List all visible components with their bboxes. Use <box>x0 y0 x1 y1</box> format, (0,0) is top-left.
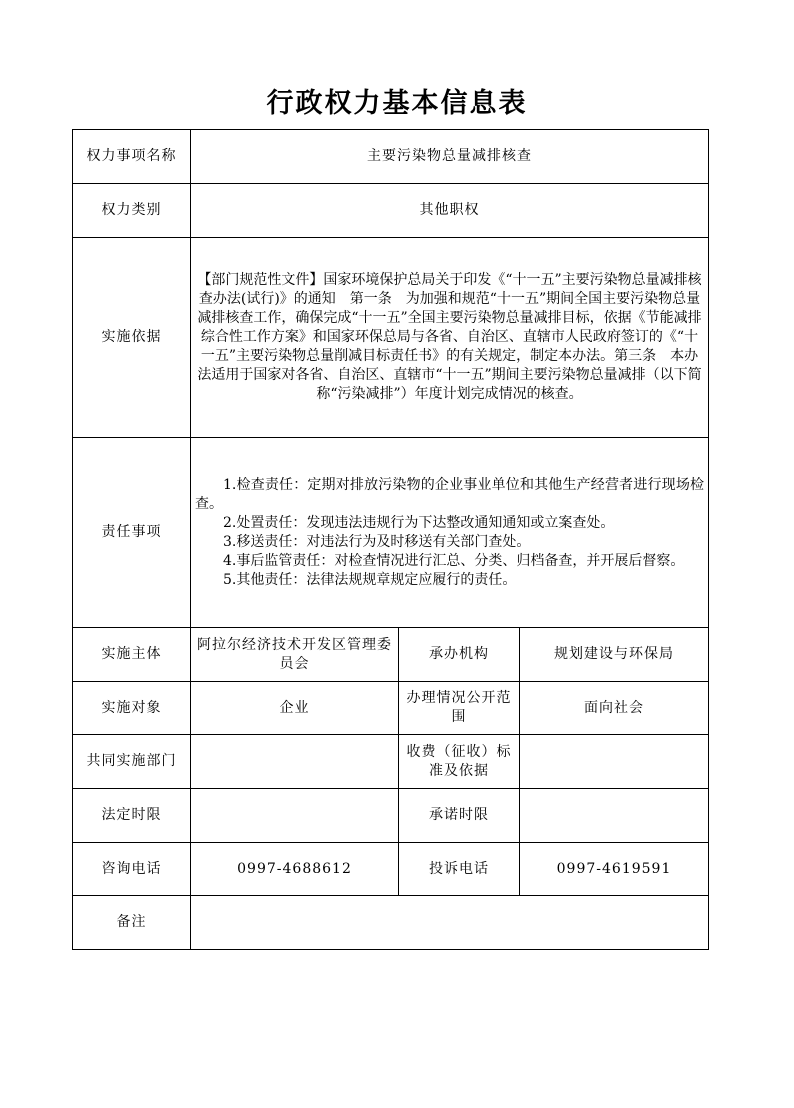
handling-org-label: 承办机构 <box>399 628 520 682</box>
power-type-label: 权力类别 <box>73 184 191 238</box>
row-basis <box>73 238 709 438</box>
promised-time-limit-value <box>520 789 709 843</box>
duty-item-2: 2.处置责任：发现违法违规行为下达整改通知通知或立案查处。 <box>223 514 615 531</box>
remark-label: 备注 <box>73 896 191 950</box>
disclosure-scope-value: 面向社会 <box>520 682 709 735</box>
handling-org-value: 规划建设与环保局 <box>520 628 709 682</box>
power-name-label: 权力事项名称 <box>73 130 191 184</box>
legal-time-limit-label: 法定时限 <box>73 789 191 843</box>
legal-time-limit-value <box>191 789 399 843</box>
power-name-value: 主要污染物总量减排核查 <box>191 130 709 184</box>
subject-label: 实施主体 <box>73 628 191 682</box>
row-subject <box>73 628 709 682</box>
duty-item-1: 1.检查责任：定期对排放污染物的企业事业单位和其他生产经营者进行现场检查。 <box>195 476 704 512</box>
fee-standard-label: 收费（征收）标准及依据 <box>399 735 520 789</box>
row-phone <box>73 843 709 896</box>
complaint-phone-label: 投诉电话 <box>399 843 520 896</box>
duty-item-3: 3.移送责任：对违法行为及时移送有关部门查处。 <box>223 533 531 550</box>
duties-label: 责任事项 <box>73 438 191 628</box>
basis-label: 实施依据 <box>73 238 191 438</box>
duty-item-5: 5.其他责任：法律法规规章规定应履行的责任。 <box>223 571 517 588</box>
row-time-limit <box>73 789 709 843</box>
power-type-value: 其他职权 <box>191 184 709 238</box>
row-remark <box>73 896 709 950</box>
target-label: 实施对象 <box>73 682 191 735</box>
row-target <box>73 682 709 735</box>
joint-dept-value <box>191 735 399 789</box>
row-power-name <box>73 130 709 184</box>
info-table <box>72 129 709 950</box>
row-power-type <box>73 184 709 238</box>
remark-value <box>191 896 709 950</box>
joint-dept-label: 共同实施部门 <box>73 735 191 789</box>
basis-value: 【部门规范性文件】国家环境保护总局关于印发《“十一五”主要污染物总量减排核查办法(试行)》的通知 第一条 为加强和规范“十一五”期间全国主要污染物总量减排核查工作，确保完成“十一五”全国主要污染物总量减排目标，依据《节能减排综合性工作方案》和国家环保总局与各省、自治区、直辖市人民政府签订的《“十一五”主要污染物总量削减目标责任书》的有关规定，制定本办法。第三条 本办法适用于国家对各省、自治区、直辖市“十一五”期间主要污染物总量减排（以下简称“污染减排”）年度计划完成情况的核查。 <box>191 238 709 438</box>
promised-time-limit-label: 承诺时限 <box>399 789 520 843</box>
fee-standard-value <box>520 735 709 789</box>
duties-value <box>191 438 709 628</box>
duty-item-4: 4.事后监管责任：对检查情况进行汇总、分类、归档备查，并开展后督察。 <box>223 552 685 569</box>
complaint-phone-value: 0997-4619591 <box>520 843 709 896</box>
page-title: 行政权力基本信息表 <box>266 88 528 119</box>
row-duties <box>73 438 709 628</box>
consult-phone-value: 0997-4688612 <box>191 843 399 896</box>
subject-value: 阿拉尔经济技术开发区管理委员会 <box>191 628 399 682</box>
target-value: 企业 <box>191 682 399 735</box>
disclosure-scope-label: 办理情况公开范围 <box>399 682 520 735</box>
consult-phone-label: 咨询电话 <box>73 843 191 896</box>
row-joint <box>73 735 709 789</box>
